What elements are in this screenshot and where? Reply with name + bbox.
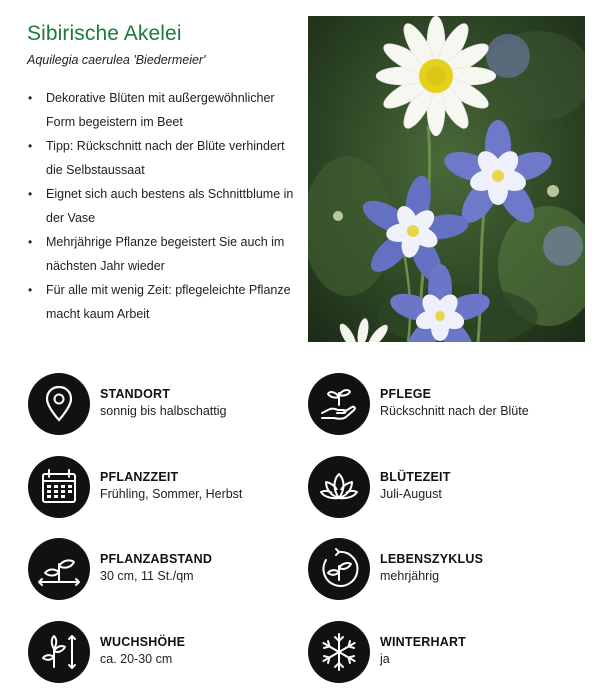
snowflake-icon bbox=[308, 621, 370, 683]
feature-value: ca. 20-30 cm bbox=[100, 652, 173, 666]
feature-value: sonnig bis halbschattig bbox=[100, 404, 227, 418]
feature-label: PFLANZABSTAND bbox=[100, 552, 213, 566]
bullet-item: • Eignet sich auch bestens als Schnittblume in der Vase bbox=[27, 182, 297, 230]
lotus-flower-icon bbox=[308, 456, 370, 518]
feature-pflanzabstand bbox=[28, 538, 278, 600]
calendar-icon bbox=[28, 456, 90, 518]
plant-spacing-icon bbox=[28, 538, 90, 600]
feature-value: Frühling, Sommer, Herbst bbox=[100, 487, 243, 501]
bullet-item: • Für alle mit wenig Zeit: pflegeleichte Pflanze macht kaum Arbeit bbox=[27, 278, 297, 326]
bullet-item: • Mehrjährige Pflanze begeistert Sie auch im nächsten Jahr wieder bbox=[27, 230, 297, 278]
hand-seedling-icon bbox=[308, 373, 370, 435]
bullet-item: • Tipp: Rückschnitt nach der Blüte verhindert die Selbstaussaat bbox=[27, 134, 297, 182]
feature-pflege bbox=[308, 373, 558, 435]
location-pin-icon bbox=[28, 373, 90, 435]
feature-label: PFLANZZEIT bbox=[100, 470, 179, 484]
feature-bullet-list bbox=[27, 86, 297, 326]
feature-label: PFLEGE bbox=[380, 387, 432, 401]
feature-label: WINTERHART bbox=[380, 635, 467, 649]
feature-value: 30 cm, 11 St./qm bbox=[100, 569, 194, 583]
page-title: Sibirische Akelei bbox=[27, 22, 182, 45]
feature-value: Rückschnitt nach der Blüte bbox=[380, 404, 529, 418]
feature-winterhart bbox=[308, 621, 558, 683]
feature-label: WUCHSHÖHE bbox=[100, 635, 186, 649]
feature-label: LEBENSZYKLUS bbox=[380, 552, 484, 566]
feature-value: Juli-August bbox=[380, 487, 442, 501]
feature-wuchshoehe bbox=[28, 621, 278, 683]
plant-cycle-icon bbox=[308, 538, 370, 600]
bullet-item: • Dekorative Blüten mit außergewöhnlicher Form begeistern im Beet bbox=[27, 86, 297, 134]
columbine-photo bbox=[308, 16, 585, 342]
feature-value: ja bbox=[380, 652, 390, 666]
feature-standort bbox=[28, 373, 278, 435]
feature-bluetezeit bbox=[308, 456, 558, 518]
feature-label: BLÜTEZEIT bbox=[380, 470, 451, 484]
feature-value: mehrjährig bbox=[380, 569, 440, 583]
feature-lebenszyklus bbox=[308, 538, 558, 600]
botanical-name: Aquilegia caerulea 'Biedermeier' bbox=[27, 53, 206, 67]
plant-height-icon bbox=[28, 621, 90, 683]
feature-pflanzzeit bbox=[28, 456, 278, 518]
feature-label: STANDORT bbox=[100, 387, 171, 401]
